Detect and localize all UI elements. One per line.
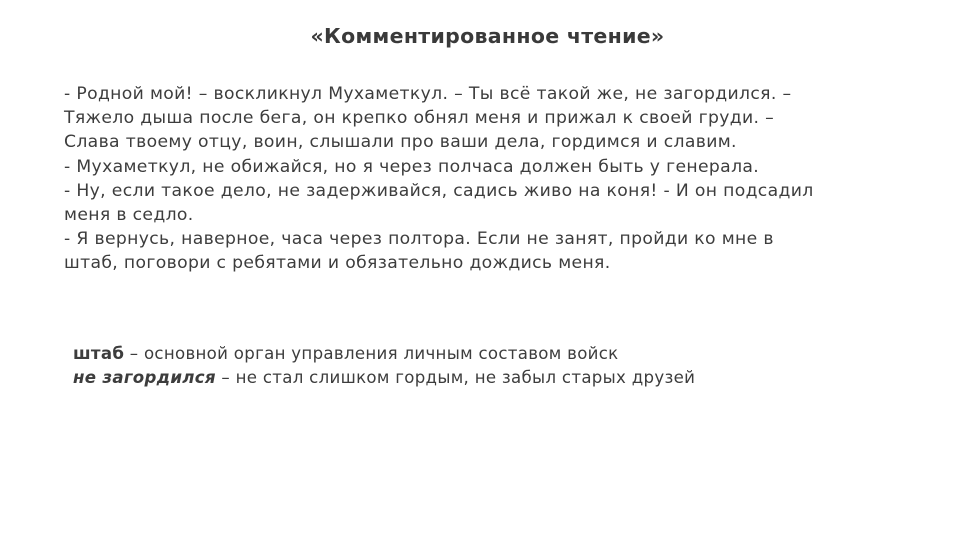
dialog-line: - Я вернусь, наверное, часа через полтора. Если не занят, пройди ко мне в: [64, 229, 774, 250]
dialog-line: Слава твоему отцу, воин, слышали про ваши дела, гордимся и славим.: [64, 132, 737, 153]
glossary-item-shtab: [73, 342, 893, 366]
slide-title: «Комментированное чтение»: [310, 24, 665, 48]
glossary-term: штаб: [73, 344, 125, 363]
dialog-text: [64, 82, 924, 276]
glossary-item-ne-zagordilsya: [73, 366, 893, 390]
dialog-line: штаб, поговори с ребятами и обязательно дождись меня.: [64, 253, 611, 274]
dialog-line: меня в седло.: [64, 205, 194, 226]
dialog-line: - Ну, если такое дело, не задерживайся, садись живо на коня! - И он подсадил: [64, 180, 814, 201]
glossary-term: не загордился: [73, 368, 216, 387]
glossary: [73, 342, 893, 390]
dialog-line: - Мухаметкул, не обижайся, но я через полчаса должен быть у генерала.: [64, 156, 760, 177]
glossary-definition: – основной орган управления личным составом войск: [124, 344, 619, 363]
glossary-definition: – не стал слишком гордым, не забыл старых друзей: [215, 368, 696, 387]
dialog-line: - Родной мой! – воскликнул Мухаметкул. – Ты всё такой же, не загордился. –: [64, 84, 792, 104]
dialog-line: Тяжело дыша после бега, он крепко обнял меня и прижал к своей груди. –: [64, 108, 775, 129]
